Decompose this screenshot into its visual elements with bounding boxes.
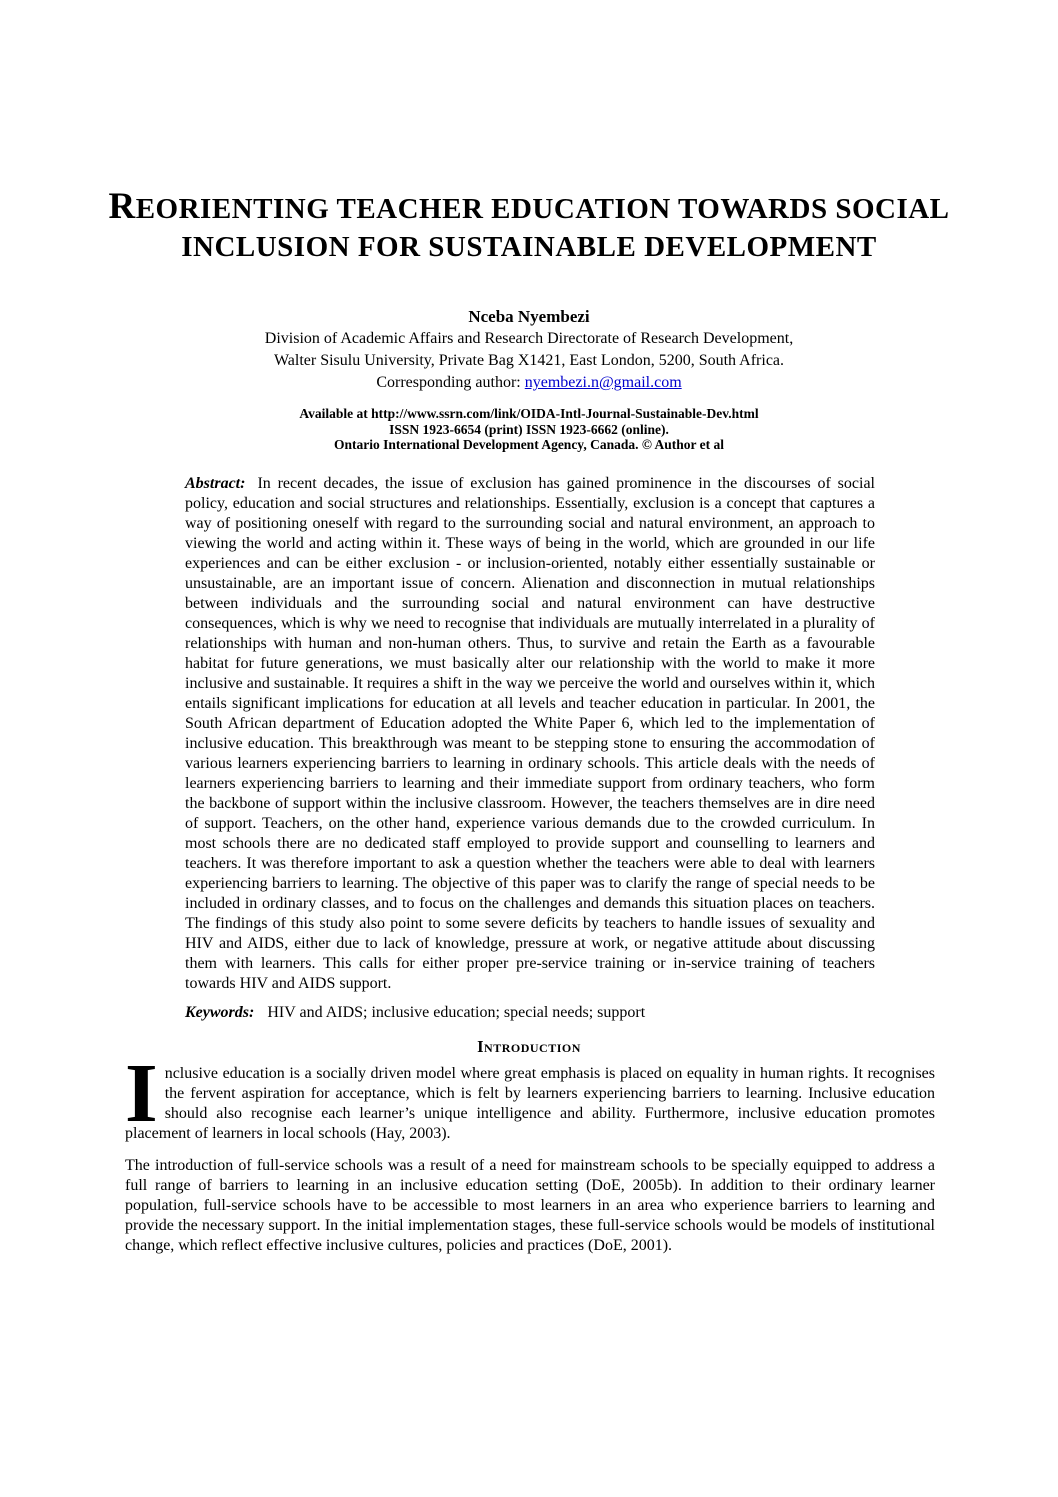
paper-title <box>0 0 1058 266</box>
keywords-line <box>185 1003 875 1023</box>
email-link[interactable]: nyembezi.n@gmail.com <box>524 374 682 391</box>
agency-copyright-line: Ontario International Development Agency, Canada. © Author et al <box>333 437 725 452</box>
abstract-label: Abstract: <box>185 474 246 492</box>
introduction-heading: Introduction <box>477 1036 581 1056</box>
introduction-paragraph-2: The introduction of full-service schools was a result of a need for mainstream schools to be specially equipped to address a full range of barriers to learning in an inclusive education setting (DoE, 2005b). In addition to their ordinary learner population, full-service schools have to be accessible to most learners in an area who experience barriers to learning and provide the necessary support. In the initial implementation stages, these full-service schools would be models of institutional change, which reflect effective inclusive cultures, policies and practices (DoE, 2001). <box>125 1156 935 1254</box>
keywords-text: HIV and AIDS; inclusive education; special needs; support <box>267 1003 646 1021</box>
abstract-text: In recent decades, the issue of exclusion has gained prominence in the discourses of social policy, education and social structures and relationships. Essentially, exclusion is a concept that captures a way of positioning oneself with regard to the surrounding social and natural environment, an approach to viewing the world and acting within it. These ways of being in the world, which are grounded in our life experiences and can be either exclusion - or inclusion-oriented, notably either essentially sustainable or unsustainable, are an important issue of concern. Alienation and disconnection in mutual relationships between individuals and the surrounding social and natural environment can have destructive consequences, which is why we need to recognise that individuals are mutually interrelated in a plurality of relationships with human and non-human others. Thus, to survive and retain the Earth as a favourable habitat for future generations, we must basically alter our relationship with the world to make it more inclusive and sustainable. It requires a shift in the way we perceive the world and ourselves within it, which entails significant implications for education at all levels and teacher education in particular. In 2001, the South African department of Education adopted the White Paper 6, which led to the implementation of inclusive education. This breakthrough was meant to be stepping stone to ensuring the accommodation of various learners experiencing barriers to learning in ordinary schools. This article deals with the needs of learners experiencing barriers to learning and their immediate support from ordinary teachers, who form the backbone of support within the inclusive classroom. However, the teachers themselves are in dire need of support. Teachers, on the other hand, experience various demands due to the crowded curriculum. In most schools there are no dedicated staff employed to provide support and counselling to learners and teachers. It was therefore important to ask a question whether the teachers were able to deal with learners experiencing barriers to learning. The objective of this paper was to clarify the range of special needs to be included in ordinary classes, and to focus on the challenges and demands this situation places on teachers. The findings of this study also point to some severe deficits by teachers to handle issues of sexuality and HIV and AIDS, either due to lack of knowledge, pressure at work, or negative attitude about discussing them with learners. This calls for either proper pre-service training or in-service training of teachers towards HIV and AIDS support. <box>185 474 875 992</box>
availability-block <box>0 406 1058 453</box>
paper-title-line-2: INCLUSION FOR SUSTAINABLE DEVELOPMENT <box>181 231 877 263</box>
corresponding-author-label: Corresponding author: <box>376 374 525 391</box>
issn-line: ISSN 1923-6654 (print) ISSN 1923-6662 (online). <box>389 421 669 437</box>
introduction-paragraph-1: Inclusive education is a socially driven model where great emphasis is placed on equality in human rights. It recognises the fervent aspiration for acceptance, which is felt by learners experiencing barriers to learning. Inclusive education should also recognise each learner’s unique intelligence and ability. Furthermore, inclusive education promotes placement of learners in local schools (Hay, 2003). <box>125 1046 935 1142</box>
abstract-paragraph <box>185 474 875 994</box>
paper-title-line-1: REORIENTING TEACHER EDUCATION TOWARDS SOCIAL <box>108 186 950 227</box>
keywords-label: Keywords: <box>185 1003 255 1021</box>
author-block <box>0 306 1058 394</box>
corresponding-author-line <box>0 372 1058 394</box>
affiliation-line-2: Walter Sisulu University, Private Bag X1421, East London, 5200, South Africa. <box>273 352 785 369</box>
author-name: Nceba Nyembezi <box>468 307 590 326</box>
affiliation-line-1: Division of Academic Affairs and Research Directorate of Research Development, <box>264 330 794 347</box>
availability-url-line: Available at http://www.ssrn.com/link/OIDA-Intl-Journal-Sustainable-Dev.html <box>299 406 759 421</box>
